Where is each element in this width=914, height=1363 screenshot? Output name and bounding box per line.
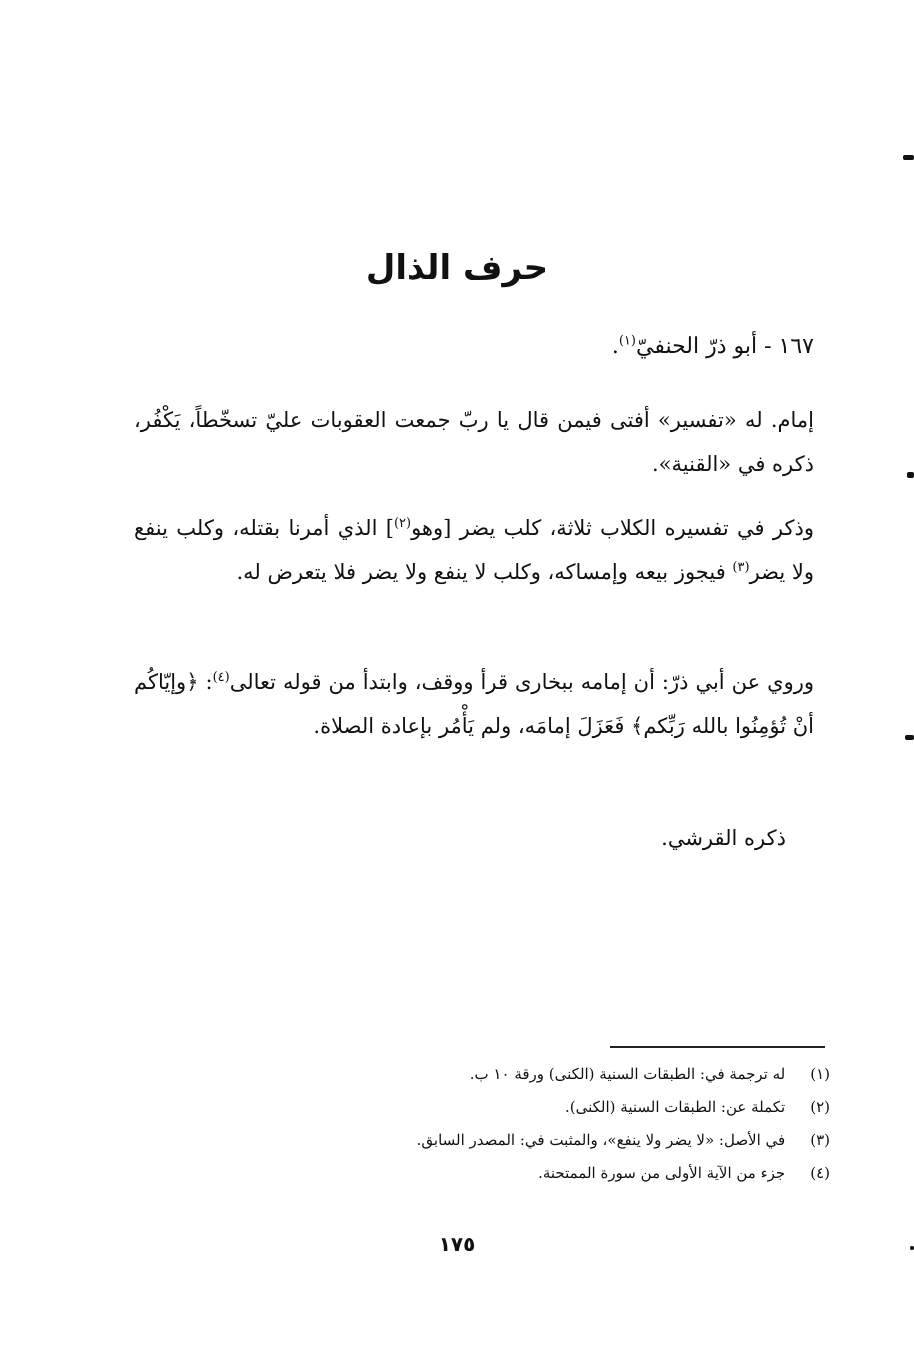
entry-heading-text: ١٦٧ - أبو ذرّ الحنفيّ	[635, 334, 814, 359]
entry-heading	[94, 330, 814, 364]
paragraph-3-part-a: وروي عن أبي ذرّ: أن إمامه ببخارى قرأ ووقف، وابتدأ من قوله تعالى	[229, 670, 814, 694]
footnote-number: (٢)	[810, 1098, 830, 1116]
paragraph-1: إمام. له «تفسير» أفتى فيمن قال يا ربّ جمعت العقوبات عليّ تسخّطاً، يَكْفُر، ذكره في «القنية».	[134, 408, 814, 476]
paragraph-2	[134, 506, 814, 594]
footnote-1	[230, 1058, 830, 1091]
footnote-text: له ترجمة في: الطبقات السنية (الكنى) ورقة ١٠ ب.	[469, 1065, 786, 1083]
paragraph-2-part-a: وذكر في تفسيره الكلاب ثلاثة، كلب يضر [وهو	[411, 516, 814, 540]
footnote-number: (٤)	[810, 1164, 830, 1182]
footnote-text: في الأصل: «لا يضر ولا ينفع»، والمثبت في: المصدر السابق.	[416, 1131, 786, 1149]
footnote-ref: (٢)	[393, 516, 412, 531]
paragraph-3	[134, 660, 814, 748]
footnote-2	[230, 1091, 830, 1124]
footnote-ref: (٣)	[732, 560, 750, 575]
paragraph-3-part-b: : ﴿وإيّاكُم أنْ تُؤمِنُوا بالله رَبِّكم﴾ فَعَزَلَ إمامَه، ولم يَأْمُر بإعادة الصلاة.	[134, 670, 814, 738]
footnote-divider	[610, 1046, 825, 1048]
footnote-text: جزء من الآية الأولى من سورة الممتحنة.	[538, 1164, 786, 1182]
paragraph-2-part-c: فيجوز بيعه وإمساكه، وكلب لا ينفع ولا يضر فلا يتعرض له.	[236, 560, 733, 584]
margin-mark	[903, 155, 914, 160]
chapter-title: حرف الذال	[365, 248, 549, 288]
page-number: ١٧٥	[438, 1232, 476, 1256]
footnote-text: تكملة عن: الطبقات السنية (الكنى).	[565, 1098, 786, 1116]
footnote-3	[230, 1124, 830, 1157]
footnotes	[230, 1058, 830, 1190]
footnote-number: (١)	[810, 1065, 830, 1083]
margin-mark	[907, 472, 914, 478]
footnote-4	[230, 1157, 830, 1190]
paragraph-4: ذكره القرشي.	[661, 826, 786, 850]
paragraph-2-part-b: ] الذي أمرنا بقتله، وكلب ينفع ولا يضر	[134, 516, 814, 584]
footnote-ref: (١)	[618, 333, 636, 349]
margin-mark	[905, 735, 914, 740]
footnote-number: (٣)	[810, 1131, 830, 1149]
footnote-ref: (٤)	[212, 670, 230, 685]
entry-heading-end: .	[611, 334, 619, 359]
